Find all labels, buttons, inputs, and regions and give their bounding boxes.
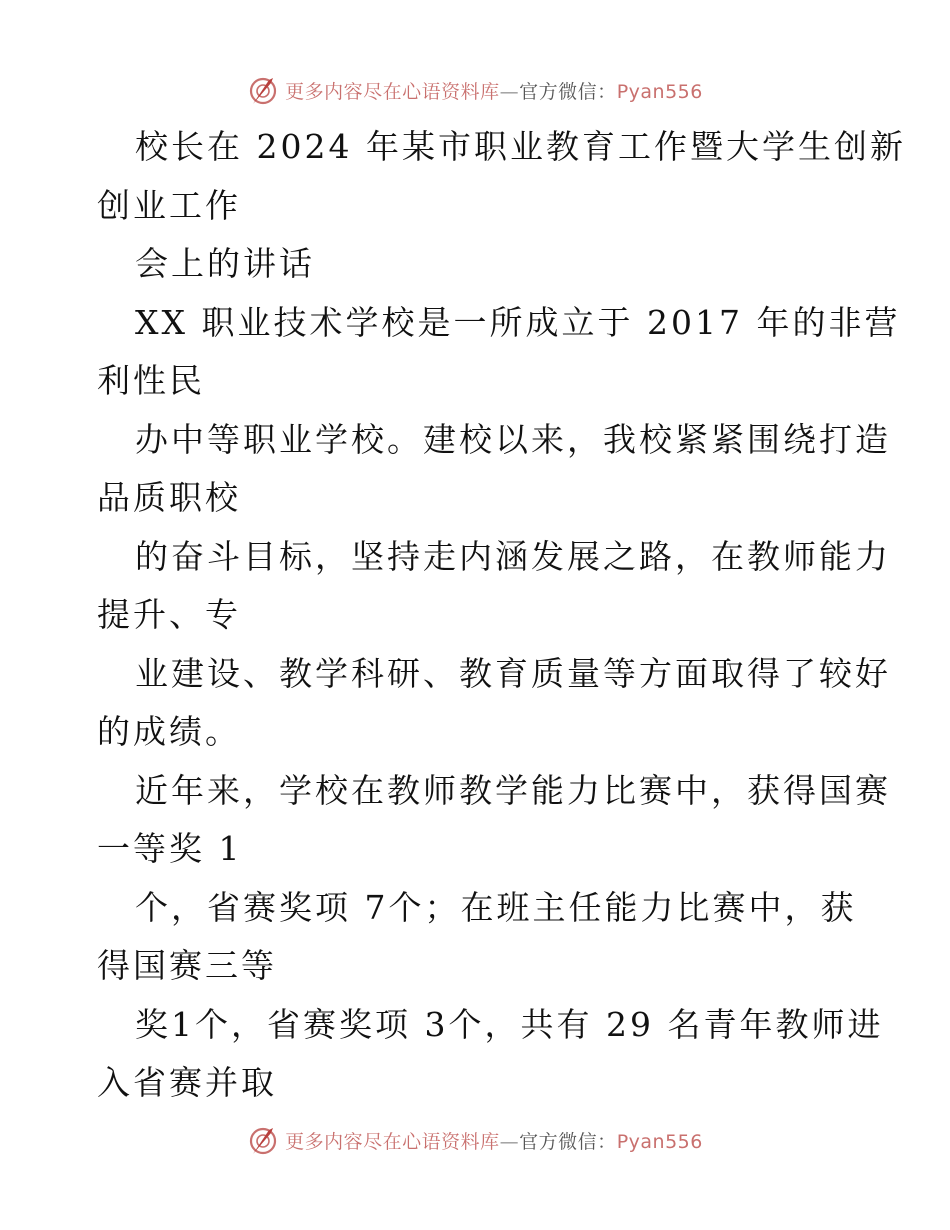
document-body xyxy=(97,118,906,1113)
watermark-wechat-id: Pyan556 xyxy=(616,1130,703,1153)
text-line: 入省赛并取 xyxy=(97,1063,277,1102)
text-line: 利性民 xyxy=(97,361,205,400)
watermark-dash: — xyxy=(499,1130,520,1153)
header-watermark-banner xyxy=(0,70,950,110)
text-line: 近年来，学校在教师教学能力比赛中，获得国赛 xyxy=(135,770,891,810)
text-line: 奖1个，省赛奖项 3个，共有 29 名青年教师进 xyxy=(135,1004,884,1044)
watermark-wechat-label: 官方微信： xyxy=(519,80,617,103)
text-line: 的成绩。 xyxy=(97,712,241,751)
text-line: 创业工作 xyxy=(97,185,241,225)
text-line: 办中等职业学校。建校以来，我校紧紧围绕打造 xyxy=(135,419,891,459)
text-line: 得国赛三等 xyxy=(97,946,277,985)
text-line: 提升、专 xyxy=(97,595,241,634)
text-line: 一等奖 1 xyxy=(97,829,243,868)
quill-logo-icon xyxy=(247,74,279,106)
quill-logo-icon xyxy=(247,1124,279,1156)
watermark-main-text: 更多内容尽在心语资料库 xyxy=(285,80,500,103)
text-line: 的奋斗目标，坚持走内涵发展之路，在教师能力 xyxy=(135,536,891,576)
watermark-wechat-id: Pyan556 xyxy=(616,80,703,103)
watermark-text xyxy=(285,77,703,104)
watermark-text xyxy=(285,1127,703,1154)
watermark-dash: — xyxy=(499,80,520,103)
text-line: 品质职校 xyxy=(97,478,241,517)
text-line: 会上的讲话 xyxy=(135,244,315,283)
footer-watermark-banner xyxy=(0,1120,950,1160)
watermark-main-text: 更多内容尽在心语资料库 xyxy=(285,1130,500,1153)
text-line: XX 职业技术学校是一所成立于 2017 年的非营 xyxy=(135,302,901,342)
text-line: 校长在 2024 年某市职业教育工作暨大学生创新 xyxy=(135,127,906,166)
watermark-wechat-label: 官方微信： xyxy=(519,1130,617,1153)
text-line: 业建设、教学科研、教育质量等方面取得了较好 xyxy=(135,653,891,693)
text-line: 个，省赛奖项 7个；在班主任能力比赛中，获 xyxy=(135,887,857,927)
